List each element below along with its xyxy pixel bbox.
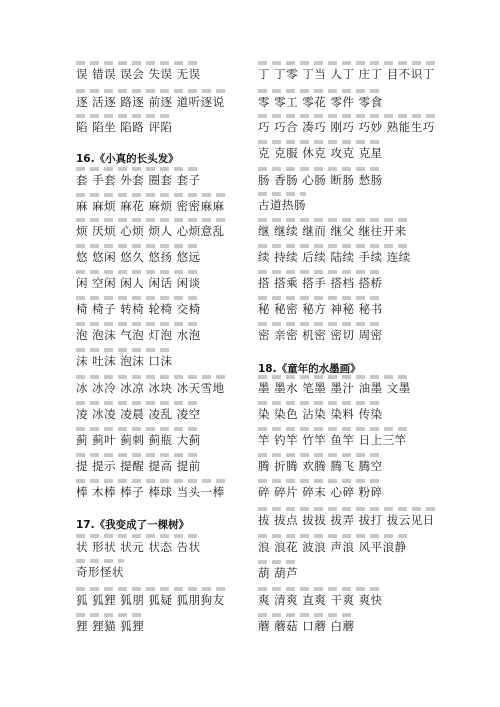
word-row: 肠 香肠 心肠 断肠 愁肠 xyxy=(258,173,383,187)
section-heading-17: 17.《我变成了一棵树》 xyxy=(76,519,190,531)
word-row: 蓟 蓟叶 蓟刺 蓟瓶 大蓟 xyxy=(76,433,201,447)
word-row: 密 亲密 机密 密切 周密 xyxy=(258,328,383,342)
word-row: 巧 巧合 凑巧 刚巧 巧妙 熟能生巧 xyxy=(258,120,435,134)
word-row: 状 形状 状元 状态 告状 xyxy=(76,540,201,554)
word-row: 零 零工 零花 零件 零食 xyxy=(258,95,383,109)
word-row: 逐 活逐 路逐 前逐 道听逐说 xyxy=(76,95,225,109)
word-row: 葫 葫芦 xyxy=(258,566,299,580)
word-row: 丁 丁零 丁当 人丁 庄丁 目不识丁 xyxy=(258,67,435,81)
word-row: 陷 陷坐 陷路 评陷 xyxy=(76,120,173,134)
word-row: 沫 吐沫 泡沫 口沫 xyxy=(76,354,173,368)
word-row: 烦 厌烦 心烦 烦人 心烦意乱 xyxy=(76,224,225,238)
word-row: 墨 墨水 笔墨 墨汁 油墨 文墨 xyxy=(258,381,411,395)
word-row: 继 继续 继而 继父 继往开来 xyxy=(258,224,407,238)
word-row: 古道热肠 xyxy=(258,198,306,212)
word-row: 误 错误 误会 失误 无误 xyxy=(76,67,201,81)
word-row: 悠 悠闲 悠久 悠扬 悠远 xyxy=(76,250,201,264)
section-heading-16: 16.《小真的长头发》 xyxy=(76,153,179,165)
word-row: 狐 狐狸 狐朋 狐疑 狐朋狗友 xyxy=(76,593,225,607)
word-row: 奇形怪状 xyxy=(76,565,124,579)
word-row: 套 手套 外套 圈套 套子 xyxy=(76,173,201,187)
section-heading-18: 18.《童年的水墨画》 xyxy=(258,363,361,375)
word-row: 凌 冰凌 凌晨 凌乱 凌空 xyxy=(76,407,201,421)
word-row: 搭 搭乘 搭手 搭档 搭桥 xyxy=(258,276,383,290)
word-row: 染 染色 沾染 染料 传染 xyxy=(258,407,383,421)
word-row: 爽 清爽 直爽 干爽 爽快 xyxy=(258,593,383,607)
word-row: 闲 空闲 闲人 闲话 闲谈 xyxy=(76,276,201,290)
word-row: 碎 碎片 碎末 心碎 粉碎 xyxy=(258,485,383,499)
word-row: 秘 秘密 秘方 神秘 秘书 xyxy=(258,302,383,316)
word-row: 狸 狸猫 狐狸 xyxy=(76,619,145,633)
word-row: 麻 麻烦 麻花 麻烦 密密麻麻 xyxy=(76,199,225,213)
word-row: 拔 拔点 拔拔 拔弄 拔打 拔云见日 xyxy=(258,513,435,527)
word-row: 竿 钓竿 竹竿 鱼竿 日上三竿 xyxy=(258,433,407,447)
word-row: 续 持续 后续 陆续 手续 连续 xyxy=(258,250,411,264)
word-row: 克 克服 休克 攻克 克星 xyxy=(258,146,383,160)
word-row: 泡 泡沫 气泡 灯泡 水泡 xyxy=(76,328,201,342)
word-row: 蘑 蘑菇 口蘑 白蘑 xyxy=(258,619,355,633)
word-row: 腾 折腾 欢腾 腾飞 腾空 xyxy=(258,459,383,473)
word-row: 棒 木棒 棒子 棒球 当头一棒 xyxy=(76,485,225,499)
word-row: 冰 冰冷 冰凉 冰块 冰天雪地 xyxy=(76,381,225,395)
word-row: 浪 浪花 波浪 声浪 风平浪静 xyxy=(258,540,407,554)
word-row: 椅 椅子 转椅 轮椅 交椅 xyxy=(76,302,201,316)
word-row: 提 提示 提醒 提高 提前 xyxy=(76,459,201,473)
